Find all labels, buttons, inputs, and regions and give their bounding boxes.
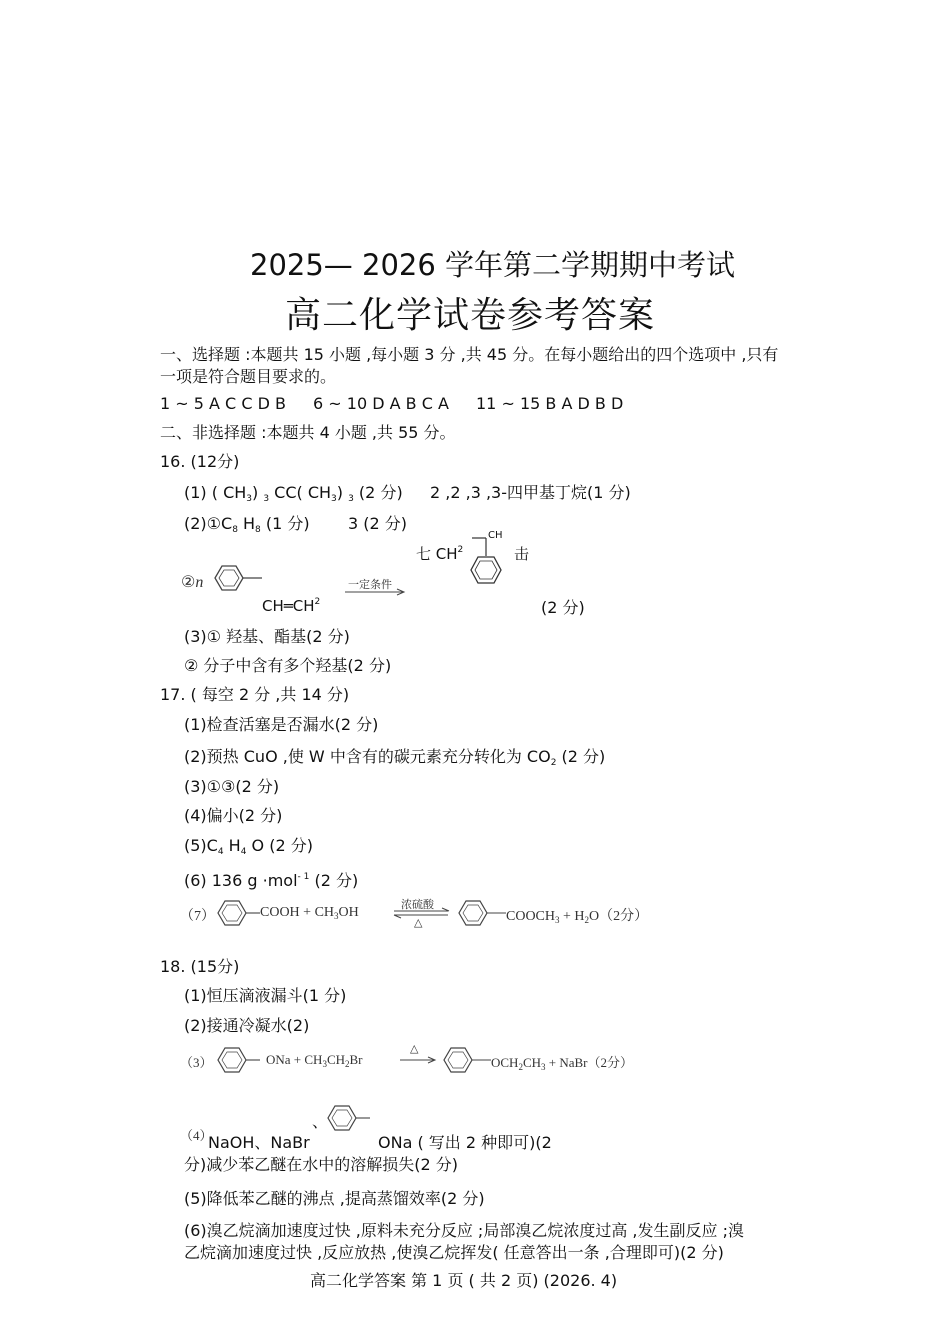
q18-part4-label: （4） — [180, 1128, 213, 1143]
q17-part3: (3)①③(2 分) — [184, 777, 280, 796]
q16-part3-a: (3)① 羟基、酯基(2 分) — [184, 627, 350, 646]
page-footer: 高二化学答案 第 1 页 ( 共 2 页) (2026. 4) — [310, 1271, 618, 1290]
q16-polymer-chain: 七 $CH^2$ — [416, 545, 464, 563]
reaction-arrow-icon — [345, 588, 409, 598]
q16-part2-formula: $(2)①C_8$ $H_8$ (1 分) — [184, 514, 310, 535]
q16-part2-answer: 3 (2 分) — [348, 514, 408, 533]
q16-part1-name: 2 ,2 ,3 ,3-四甲基丁烷(1 分) — [430, 483, 631, 502]
q18-heading: 18. (15分) — [160, 957, 240, 976]
section1-intro-line2: 一项是符合题目要求的。 — [160, 367, 337, 386]
q16-polymer-end: 击 — [514, 545, 530, 563]
q18-part4-salts: NaOH、NaBr — [208, 1133, 310, 1152]
q18-part2: (2)接通冷凝水(2) — [184, 1016, 310, 1035]
q16-part3-b: ② 分子中含有多个羟基(2 分) — [184, 656, 392, 675]
q18-condition-heat: △ — [410, 1043, 419, 1055]
q17-reactants: COOH + $CH_3OH$ — [260, 905, 359, 921]
q16-reaction-label: ②n — [181, 574, 204, 591]
q18-part3-label: （3） — [180, 1055, 213, 1070]
q18-part4-reason: 分)减少苯乙醚在水中的溶解损失(2 分) — [184, 1155, 458, 1174]
section1-intro-line1: 一、选择题 :本题共 15 小题 ,每小题 3 分 ,共 45 分。在每小题给出的四个选项中 ,只有 — [160, 345, 779, 364]
q18-part6-line2: 乙烷滴加速度过快 ,反应放热 ,使溴乙烷挥发( 任意答出一条 ,合理即可)(2 分) — [184, 1243, 724, 1262]
benzene-ring-icon — [214, 899, 264, 929]
benzene-ring-icon — [324, 1104, 374, 1134]
q17-heading: 17. ( 每空 2 分 ,共 14 分) — [160, 685, 350, 704]
q17-part6: (6) 136 g ·mol$^{- 1}$ (2 分) — [184, 871, 359, 890]
exam-title: 2025— 2026 学年第二学期期中考试 — [250, 248, 736, 282]
answer-key-title: 高二化学试卷参考答案 — [285, 295, 656, 336]
q18-part5: (5)降低苯乙醚的沸点 ,提高蒸馏效率(2 分) — [184, 1189, 485, 1208]
q16-reaction-condition: 一定条件 — [348, 579, 392, 591]
answers-6-10: 6 ~ 10 D A B C A — [313, 394, 449, 413]
q17-part5: $(5)C_4$ $H_4$ O (2 分) — [184, 836, 313, 857]
q16-polymer-ch-top: CH — [488, 530, 503, 538]
q17-part1: (1)检查活塞是否漏水(2 分) — [184, 715, 379, 734]
q16-heading: 16. (12分) — [160, 452, 240, 471]
q16-part1-formula: (1) ( $CH_3$) $_3$ CC( $CH_3$) $_3$ (2 分) — [184, 483, 403, 504]
q17-part4: (4)偏小(2 分) — [184, 806, 283, 825]
q18-reactants: ONa + $CH_3CH_2Br$ — [266, 1052, 363, 1069]
q18-products: $OCH_2CH_3$ + NaBr（2分） — [491, 1055, 634, 1072]
q18-part4-separator: 、 — [312, 1112, 329, 1131]
q17-products: $COOCH_3 + H_2O(2$分） — [506, 909, 649, 925]
benzene-ring-icon — [455, 899, 511, 929]
benzene-ring-icon — [210, 563, 270, 595]
benzene-ring-icon — [214, 1046, 264, 1076]
polymer-benzene-icon — [462, 530, 512, 592]
q17-condition-heat: △ — [414, 917, 423, 929]
reaction-arrow-icon — [400, 1056, 440, 1066]
q16-monomer-vinyl: $CH═CH^2$ — [262, 597, 321, 615]
q18-part1: (1)恒压滴液漏斗(1 分) — [184, 986, 347, 1005]
section2-intro: 二、非选择题 :本题共 4 小题 ,共 55 分。 — [160, 423, 456, 442]
benzene-ring-icon — [440, 1046, 496, 1076]
q17-part2: (2)预热 CuO ,使 W 中含有的碳元素充分转化为 $CO_2$ (2 分) — [184, 747, 606, 768]
q18-part4-phenoxide: ONa ( 写出 2 种即可)(2 — [378, 1133, 552, 1152]
q18-part6-line1: (6)溴乙烷滴加速度过快 ,原料未充分反应 ;局部溴乙烷浓度过高 ,发生副反应 ;溴 — [184, 1221, 744, 1240]
answers-11-15: 11 ~ 15 B A D B D — [476, 394, 624, 413]
q17-part7-label: （7） — [180, 909, 215, 924]
q16-reaction-score: (2 分) — [541, 598, 585, 617]
answers-1-5: 1 ~ 5 A C C D B — [160, 394, 286, 413]
q17-condition-acid: 浓硫酸 — [401, 899, 434, 911]
